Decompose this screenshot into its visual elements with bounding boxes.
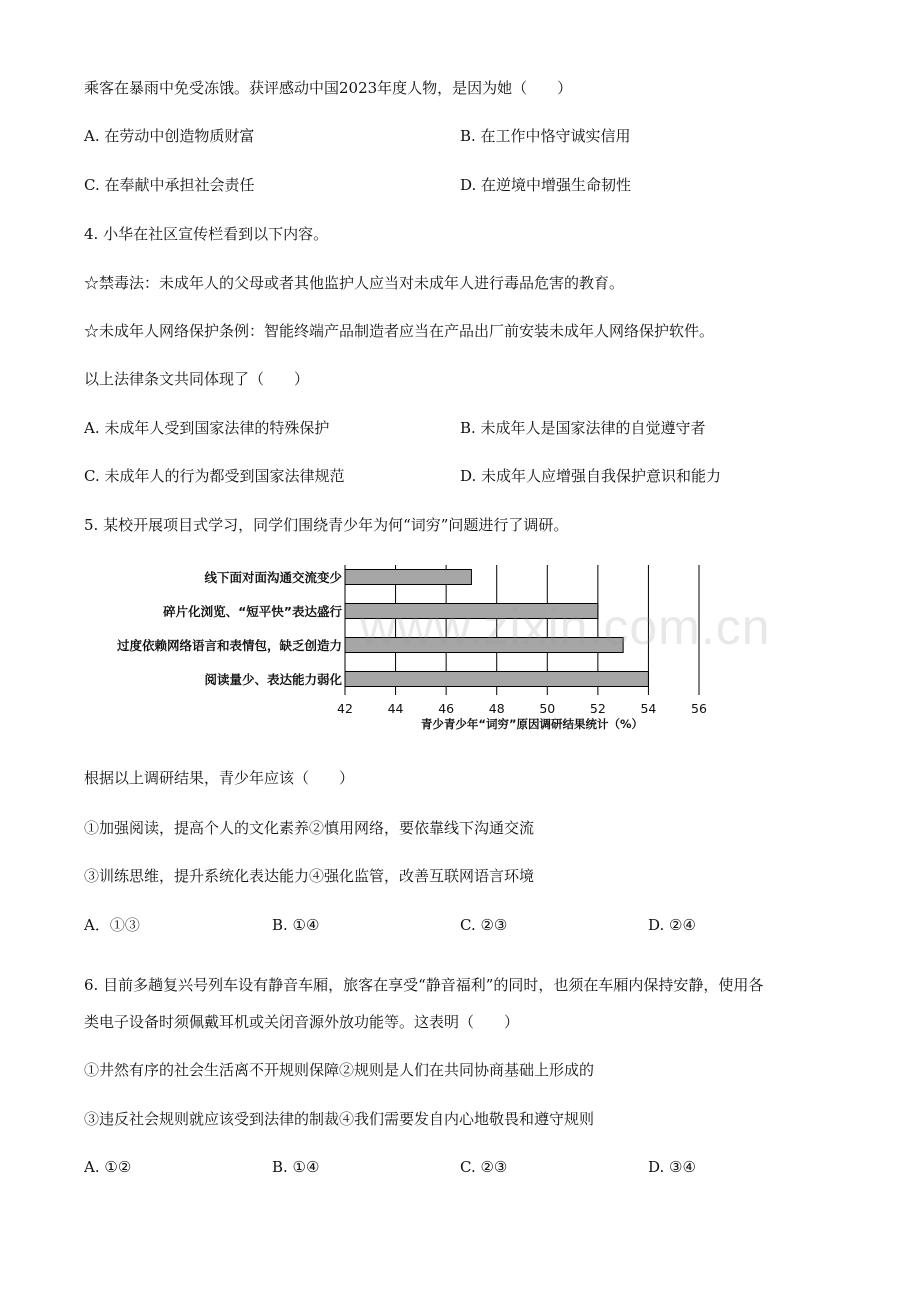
tick-label-50: 50: [539, 701, 556, 716]
q5-option-a[interactable]: A．①③: [84, 916, 140, 934]
q4-option-d[interactable]: D. 未成年人应增强自我保护意识和能力: [460, 467, 722, 485]
q3-option-b[interactable]: B. 在工作中恪守诚实信用: [460, 127, 631, 145]
q3-stem-tail: 乘客在暴雨中免受冻饿。获评感动中国2023年度人物，是因为她（ ）: [84, 79, 573, 97]
tick-label-46: 46: [438, 701, 455, 716]
category-label-3: 阅读量少、表达能力弱化: [204, 672, 342, 687]
q4-option-b[interactable]: B. 未成年人是国家法律的自觉遵守者: [460, 419, 706, 437]
q4-question: 以上法律条文共同体现了（ ）: [84, 370, 310, 388]
q3-option-a[interactable]: A. 在劳动中创造物质财富: [84, 127, 255, 145]
q6-item-2: ③违反社会规则就应该受到法律的制裁④我们需要发自内心地敬畏和遵守规则: [84, 1110, 595, 1128]
tick-label-48: 48: [488, 701, 505, 716]
bar-3: [345, 672, 648, 687]
watermark: www.zixin.com.cn: [360, 599, 771, 655]
tick-label-54: 54: [640, 701, 657, 716]
q6-stem-line-2: 类电子设备时须佩戴耳机或关闭音源外放功能等。这表明（ ）: [84, 1013, 520, 1031]
q6-option-b[interactable]: B. ①④: [272, 1158, 320, 1176]
q6-option-c[interactable]: C. ②③: [460, 1158, 508, 1176]
q6-option-a[interactable]: A. ①②: [84, 1158, 132, 1176]
category-label-0: 线下面对面沟通交流变少: [204, 570, 342, 585]
category-label-1: 碎片化浏览、“短平快”表达盛行: [163, 604, 342, 619]
q6-option-d[interactable]: D. ③④: [648, 1158, 696, 1176]
tick-label-42: 42: [337, 701, 353, 716]
bar-0: [345, 570, 471, 585]
q3-option-d[interactable]: D. 在逆境中增强生命韧性: [460, 176, 632, 194]
q5-item-2: ③训练思维，提升系统化表达能力④强化监管，改善互联网语言环境: [84, 867, 535, 885]
q4-item-1: ☆禁毒法：未成年人的父母或者其他监护人应当对未成年人进行毒品危害的教育。: [84, 274, 625, 292]
tick-label-52: 52: [589, 701, 606, 716]
q5-question: 根据以上调研结果，青少年应该（ ）: [84, 769, 355, 787]
q5-stem: 5. 某校开展项目式学习，同学们围绕青少年为何“词穷”问题进行了调研。: [84, 516, 569, 534]
q5-option-c[interactable]: C. ②③: [460, 916, 508, 934]
q5-option-b[interactable]: B. ①④: [272, 916, 320, 934]
q6-item-1: ①井然有序的社会生活离不开规则保障②规则是人们在共同协商基础上形成的: [84, 1061, 595, 1079]
q3-option-c[interactable]: C. 在奉献中承担社会责任: [84, 176, 255, 194]
q4-item-2: ☆未成年人网络保护条例：智能终端产品制造者应当在产品出厂前安装未成年人网络保护软件。: [84, 322, 715, 340]
category-label-2: 过度依赖网络语言和表情包，缺乏创造力: [116, 638, 342, 653]
q6-stem-line-1: 6. 目前多趟复兴号列车设有静音车厢，旅客在享受“静音福利”的同时，也须在车厢内保持安静，使用各: [84, 976, 764, 994]
x-axis-title: 青少青少年“词穷”原因调研结果统计（%）: [420, 717, 644, 731]
q4-option-a[interactable]: A. 未成年人受到国家法律的特殊保护: [84, 419, 330, 437]
tick-label-56: 56: [691, 701, 707, 716]
q5-option-d[interactable]: D. ②④: [648, 916, 696, 934]
q4-option-c[interactable]: C. 未成年人的行为都受到国家法律规范: [84, 467, 345, 485]
tick-label-44: 44: [387, 701, 404, 716]
q4-stem: 4. 小华在社区宣传栏看到以下内容。: [84, 225, 329, 243]
q5-item-1: ①加强阅读，提高个人的文化素养②慎用网络，要依靠线下沟通交流: [84, 819, 535, 837]
